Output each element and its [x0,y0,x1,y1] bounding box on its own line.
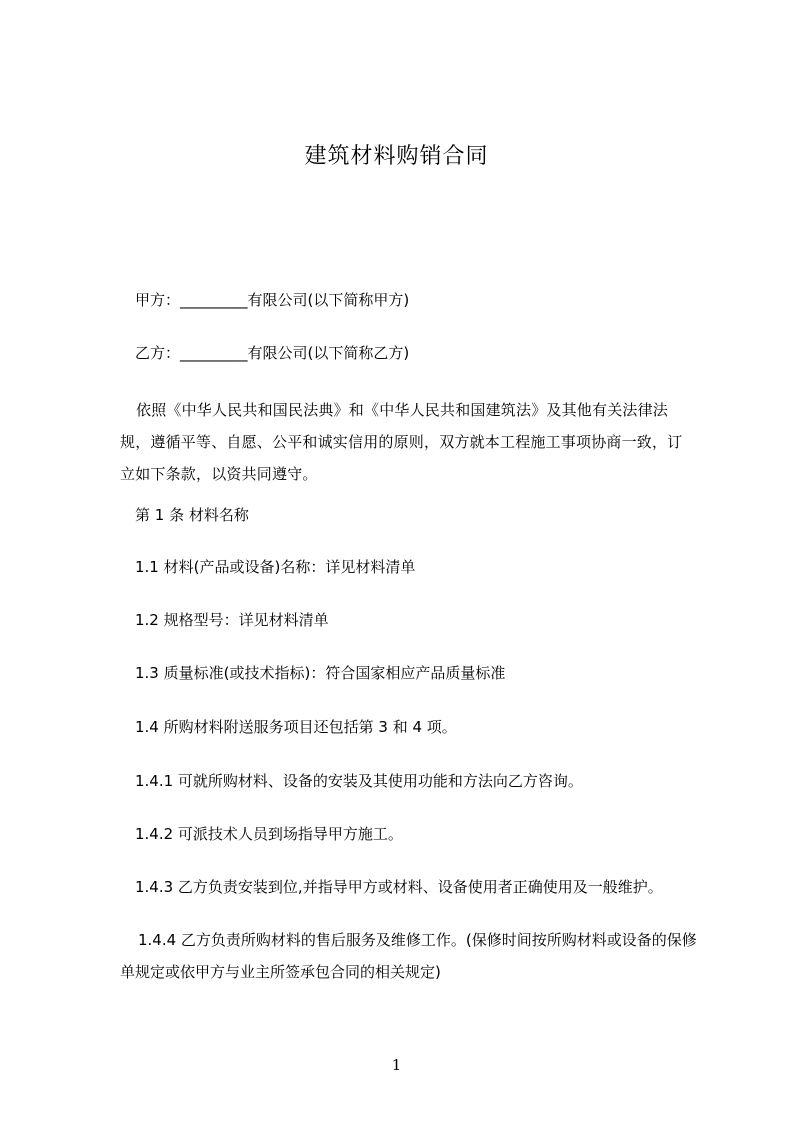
party-b-line: 乙方：_________有限公司(以下简称乙方) [135,344,410,362]
clause-1-4-2: 1.4.2 可派技术人员到场指导甲方施工。 [135,825,403,843]
page-number: 1 [391,1056,402,1074]
clause-1-1: 1.1 材料(产品或设备)名称：详见材料清单 [135,558,416,576]
article-1-heading: 第 1 条 材料名称 [135,506,249,524]
preamble-paragraph: 依照《中华人民共和国民法典》和《中华人民共和国建筑法》及其他有关法律法规，遵循平等、自愿、公平和诚实信用的原则，双方就本工程施工事项协商一致，订立如下条款，以资共同遵守。 [120,401,683,483]
document-title: 建筑材料购销合同 [304,144,489,169]
clause-1-3: 1.3 质量标准(或技术指标)：符合国家相应产品质量标准 [135,664,506,682]
clause-1-4-1: 1.4.1 可就所购材料、设备的安装及其使用功能和方法向乙方咨询。 [135,772,583,790]
party-a-line: 甲方：_________有限公司(以下简称甲方) [135,291,410,309]
clause-1-4-3: 1.4.3 乙方负责安装到位,并指导甲方或材料、设备使用者正确使用及一般维护。 [135,878,663,896]
clause-1-4: 1.4 所购材料附送服务项目还包括第 3 和 4 项。 [135,718,457,736]
clause-1-2: 1.2 规格型号：详见材料清单 [135,611,329,629]
clause-1-4-4: 1.4.4 乙方负责所购材料的售后服务及维修工作。(保修时间按所购材料或设备的保修单规定或依甲方与业主所签承包合同的相关规定) [120,931,697,981]
